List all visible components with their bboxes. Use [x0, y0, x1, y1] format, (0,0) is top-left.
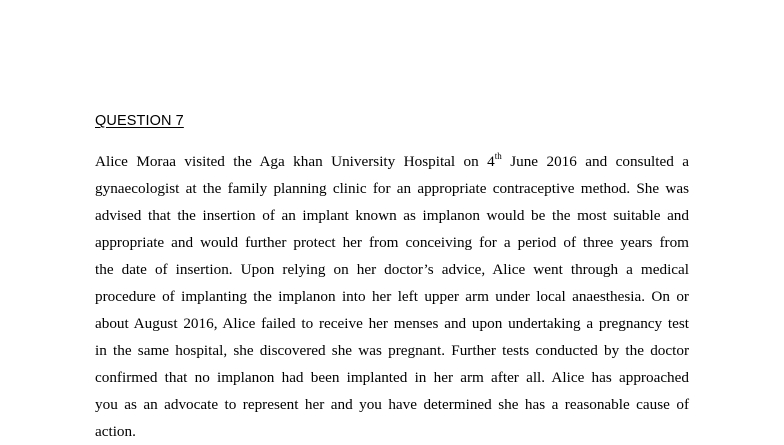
paragraph-line: procedure of implanting the implanon into her left upper arm under local anaesthesia. On or: [95, 288, 689, 305]
paragraph-line: [95, 148, 689, 175]
paragraph-line: in the same hospital, she discovered she was pregnant. Further tests conducted by the doctor: [95, 342, 689, 359]
question-paragraph: [95, 148, 689, 445]
paragraph-line: the date of insertion. Upon relying on her doctor’s advice, Alice went through a medical: [95, 261, 689, 278]
ordinal-suffix: th: [494, 150, 502, 161]
paragraph-line: about August 2016, Alice failed to receive her menses and upon undertaking a pregnancy test: [95, 315, 689, 332]
line-text: Alice Moraa visited the Aga khan University Hospital on 4: [95, 153, 495, 170]
line-text: June 2016 and consulted a: [501, 153, 689, 170]
paragraph-line: you as an advocate to represent her and you have determined she has a reasonable cause of: [95, 396, 689, 413]
paragraph-line: action.: [95, 423, 136, 440]
question-heading: QUESTION 7: [95, 113, 184, 129]
paragraph-line: gynaecologist at the family planning clinic for an appropriate contraceptive method. She was: [95, 180, 689, 197]
paragraph-line: advised that the insertion of an implant known as implanon would be the most suitable and: [95, 207, 689, 224]
paragraph-line: appropriate and would further protect her from conceiving for a period of three years from: [95, 234, 689, 251]
paragraph-line: confirmed that no implanon had been implanted in her arm after all. Alice has approached: [95, 369, 689, 386]
